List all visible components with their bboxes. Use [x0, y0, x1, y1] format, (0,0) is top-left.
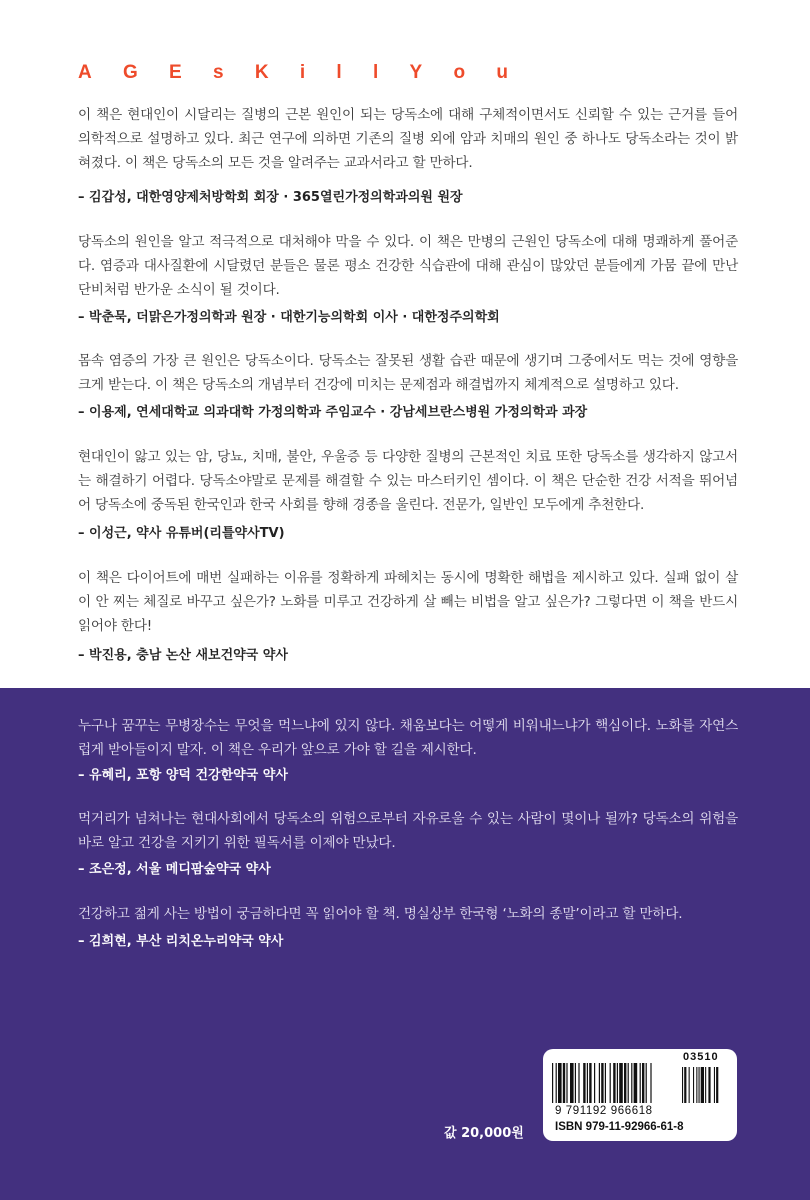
headline-letter: K	[254, 62, 269, 83]
review-text: 현대인이 앓고 있는 암, 당뇨, 치매, 불안, 우울증 등 다양한 질병의 근본적인 치료 또한 당독소를 생각하지 않고서는 해결하기 어렵다. 당독소야말로 문제를 해결할 수 있는 마스터키인 셈이다. 이 책은 단순한 건강 서적을 뛰어넘어 당독소에 중독된 한국인과 한국 사회를 향해 경종을 울린다. 전문가, 일반인 모두에게 추천한다.	[78, 449, 738, 513]
headline-letter: G	[123, 62, 138, 83]
review-text: 당독소의 원인을 알고 적극적으로 대처해야 막을 수 있다. 이 책은 만병의 근원인 당독소에 대해 명쾌하게 풀어준다. 염증과 대사질환에 시달렸던 분들은 물론 평소 건강한 식습관에 대해 관심이 많았던 분들에게 가뭄 끝에 만난 단비처럼 반가운 소식이 될 것이다.	[78, 234, 738, 298]
review-text: 건강하고 젊게 사는 방법이 궁금하다면 꼭 읽어야 할 책. 명실상부 한국형 ‘노화의 종말’이라고 할 만하다.	[78, 906, 683, 922]
price-label: 값 20,000원	[444, 1126, 524, 1141]
review-signature: – 박진용, 충남 논산 새보건약국 약사	[78, 648, 288, 663]
barcode-number: 9 791192 966618	[555, 1105, 653, 1117]
review-text: 몸속 염증의 가장 큰 원인은 당독소이다. 당독소는 잘못된 생활 습관 때문에 생기며 그중에서도 먹는 것에 영향을 크게 받는다. 이 책은 당독소의 개념부터 건강에 미치는 문제점과 해결법까지 체계적으로 설명하고 있다.	[78, 353, 738, 393]
headline-letter: s	[213, 62, 224, 83]
headline-letter: A	[78, 62, 92, 83]
headline-letter: u	[496, 62, 508, 83]
headline-letter: l	[336, 62, 342, 83]
review-signature: – 박춘묵, 더맑은가정의학과 원장 · 대한기능의학회 이사 · 대한정주의학회	[78, 310, 500, 325]
review-signature: – 유혜리, 포항 양덕 건강한약국 약사	[78, 768, 288, 783]
headline-letter: Y	[409, 62, 423, 83]
review-text: 먹거리가 넘쳐나는 현대사회에서 당독소의 위험으로부터 자유로울 수 있는 사람이 몇이나 될까? 당독소의 위험을 바로 알고 건강을 지키기 위한 필독서를 이제야 만났다.	[78, 811, 738, 851]
isbn-barcode	[543, 1049, 737, 1141]
review-signature: – 김갑성, 대한영양제처방학회 회장 · 365열린가정의학과의원 원장	[78, 190, 463, 205]
review-text: 이 책은 현대인이 시달리는 질병의 근본 원인이 되는 당독소에 대해 구체적이면서도 신뢰할 수 있는 근거를 들어 의학적으로 설명하고 있다. 최근 연구에 의하면 기존의 질병 외에 암과 치매의 원인 중 하나도 당독소라는 것이 밝혀졌다. 이 책은 당독소의 모든 것을 알려주는 교과서라고 할 만하다.	[78, 107, 738, 171]
review-text: 누구나 꿈꾸는 무병장수는 무엇을 먹느냐에 있지 않다. 채움보다는 어떻게 비워내느냐가 핵심이다. 노화를 자연스럽게 받아들이지 말자. 이 책은 우리가 앞으로 가야 할 길을 제시한다.	[78, 718, 738, 758]
review-text: 이 책은 다이어트에 매번 실패하는 이유를 정확하게 파헤치는 동시에 명확한 해법을 제시하고 있다. 실패 없이 살이 안 찌는 체질로 바꾸고 싶은가? 노화를 미루고 건강하게 살 빼는 비법을 알고 싶은가? 그렇다면 이 책을 반드시 읽어야 한다!	[78, 570, 738, 634]
review-signature: – 이성근, 약사 유튜버(리틀약사TV)	[78, 526, 285, 541]
barcode-addon: 03510	[683, 1051, 719, 1063]
headline-letter: l	[372, 62, 379, 83]
review-signature: – 이용제, 연세대학교 의과대학 가정의학과 주임교수 · 강남세브란스병원 가정의학과 과장	[78, 405, 588, 420]
barcode-bars-icon	[552, 1063, 730, 1103]
book-title-headline	[78, 62, 508, 84]
headline-letter: E	[169, 62, 182, 83]
headline-letter: i	[299, 62, 306, 83]
review-signature: – 조은정, 서울 메디팜숲약국 약사	[78, 862, 271, 877]
headline-letter: o	[453, 62, 466, 83]
review-signature: – 김희현, 부산 리치온누리약국 약사	[78, 934, 284, 949]
isbn-label: ISBN 979-11-92966-61-8	[555, 1121, 684, 1133]
